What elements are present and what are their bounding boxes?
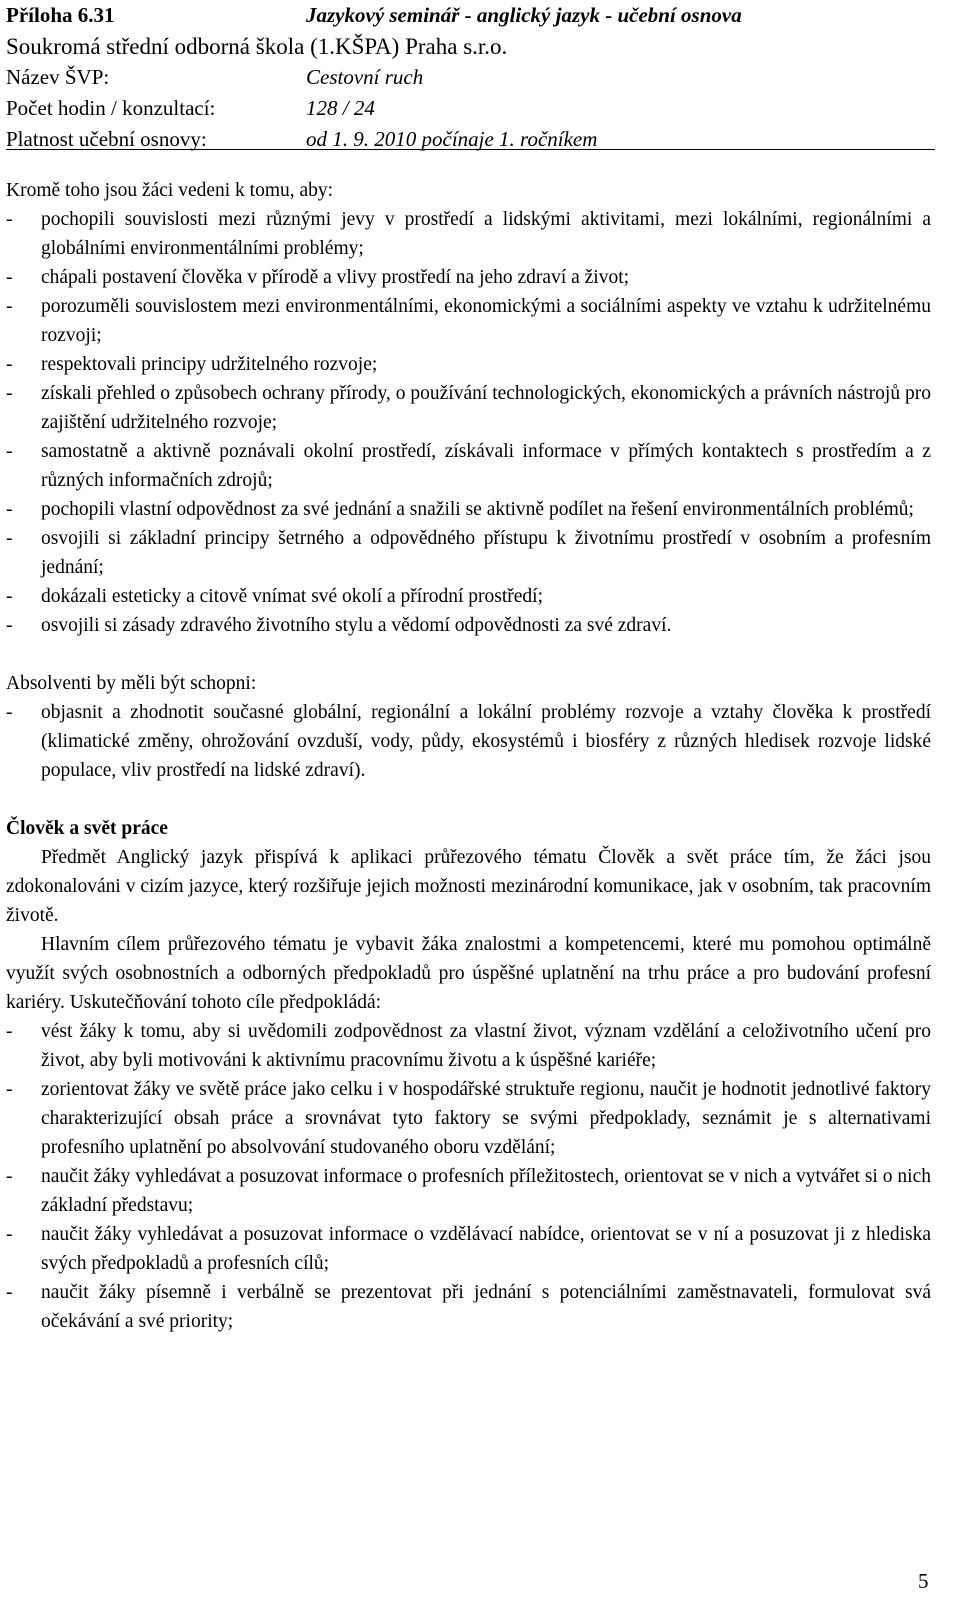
list-item: - naučit žáky vyhledávat a posuzovat informace o profesních příležitostech, orientovat se v nich a vytvářet si o nich základní představu; (6, 1166, 931, 1216)
hours-value: 128 / 24 (306, 96, 375, 120)
section1-intro: Kromě toho jsou žáci vedeni k tomu, aby: (6, 180, 334, 201)
list-item: - pochopili souvislosti mezi různými jevy v prostředí a lidskými aktivitami, mezi lokálními, regionálními a globálními environmentálními problémy; (6, 209, 931, 259)
list-item: - získali přehled o způsobech ochrany přírody, o používání technologických, ekonomických a právních nástrojů pro zajištění udržitelného rozvoje; (6, 383, 931, 433)
header-divider (6, 149, 935, 150)
program-label: Název ŠVP: (6, 65, 110, 89)
document-header (6, 0, 941, 155)
list-item: - dokázali esteticky a citově vnímat své okolí a přírodní prostředí; (6, 586, 543, 607)
section2-list (6, 698, 931, 785)
section3-heading: Člověk a svět práce (6, 818, 168, 839)
list-item: - porozuměli souvislostem mezi environmentálními, ekonomickými a sociálními aspekty ve vztahu k udržitelnému rozvoji; (6, 296, 931, 346)
list-item: - respektovali principy udržitelného rozvoje; (6, 354, 378, 375)
spacer (6, 640, 931, 669)
hours-label: Počet hodin / konzultací: (6, 96, 216, 120)
program-value: Cestovní ruch (306, 65, 424, 89)
section1-list (6, 205, 931, 640)
header-row-annex (6, 0, 941, 31)
document-subject: Jazykový seminář - anglický jazyk - učební osnova (306, 3, 742, 27)
annex-number: Příloha 6.31 (6, 3, 115, 27)
document-body (6, 176, 931, 1336)
section3-paragraph-1: Předmět Anglický jazyk přispívá k aplikaci průřezového tématu Člověk a svět práce tím, že žáci jsou zdokonalováni v cizím jazyce, který rozšiřuje jejich možnosti mezinárodní komunikace, jak v osobním, tak pracovním životě. (6, 847, 931, 926)
list-item: - naučit žáky vyhledávat a posuzovat informace o vzdělávací nabídce, orientovat se v ní a posuzovat ji z hlediska svých předpokladů a profesních cílů; (6, 1224, 931, 1274)
section2-intro: Absolventi by měli být schopni: (6, 673, 257, 694)
page-number: 5 (918, 1569, 929, 1593)
validity-label: Platnost učební osnovy: (6, 127, 207, 151)
school-name: Soukromá střední odborná škola (1.KŠPA) Praha s.r.o. (6, 34, 508, 59)
list-item: - naučit žáky písemně i verbálně se prezentovat při jednání s potenciálními zaměstnavateli, formulovat svá očekávání a své priority; (6, 1282, 931, 1332)
section3-paragraph-2: Hlavním cílem průřezového tématu je vybavit žáka znalostmi a kompetencemi, které mu pomohou optimálně využít svých osobnostních a odborných předpokladů pro úspěšné uplatnění na trhu práce a pro budování profesní kariéry. Uskutečňování tohoto cíle předpokládá: (6, 934, 931, 1013)
spacer (6, 785, 931, 814)
list-item: - pochopili vlastní odpovědnost za své jednání a snažili se aktivně podílet na řešení environmentálních problémů; (6, 499, 914, 520)
list-item: - osvojili si základní principy šetrného a odpovědného přístupu k životnímu prostředí v osobním a profesním jednání; (6, 528, 931, 578)
validity-value: od 1. 9. 2010 počínaje 1. ročníkem (306, 127, 598, 151)
list-item: - osvojili si zásady zdravého životního stylu a vědomí odpovědnosti za své zdraví. (6, 615, 672, 636)
section3-list (6, 1017, 931, 1336)
list-item: - zorientovat žáky ve světě práce jako celku i v hospodářské struktuře regionu, naučit je hodnotit jednotlivé faktory charakterizující obsah práce a srovnávat tyto faktory se svými předpoklady, seznámit je s alternativami profesního uplatnění po absolvování studovaného oboru vzdělání; (6, 1079, 931, 1158)
header-row-hours (6, 93, 941, 124)
header-row-validity (6, 124, 941, 155)
list-item: - vést žáky k tomu, aby si uvědomili zodpovědnost za vlastní život, význam vzdělání a celoživotního učení pro život, aby byli motivováni k aktivnímu pracovnímu životu a k úspěšné kariéře; (6, 1021, 931, 1071)
header-row-program (6, 62, 941, 93)
list-item: - objasnit a zhodnotit současné globální, regionální a lokální problémy rozvoje a vztahy člověka k prostředí (klimatické změny, ohrožování ovzduší, vody, půdy, ekosystémů i biosféry z různých hledisek rozvoje lidské populace, vliv prostředí na lidské zdraví). (6, 702, 931, 781)
header-row-school (6, 31, 941, 62)
list-item: - chápali postavení člověka v přírodě a vlivy prostředí na jeho zdraví a život; (6, 267, 630, 288)
list-item: - samostatně a aktivně poznávali okolní prostředí, získávali informace v přímých kontaktech s prostředím a z různých informačních zdrojů; (6, 441, 931, 491)
